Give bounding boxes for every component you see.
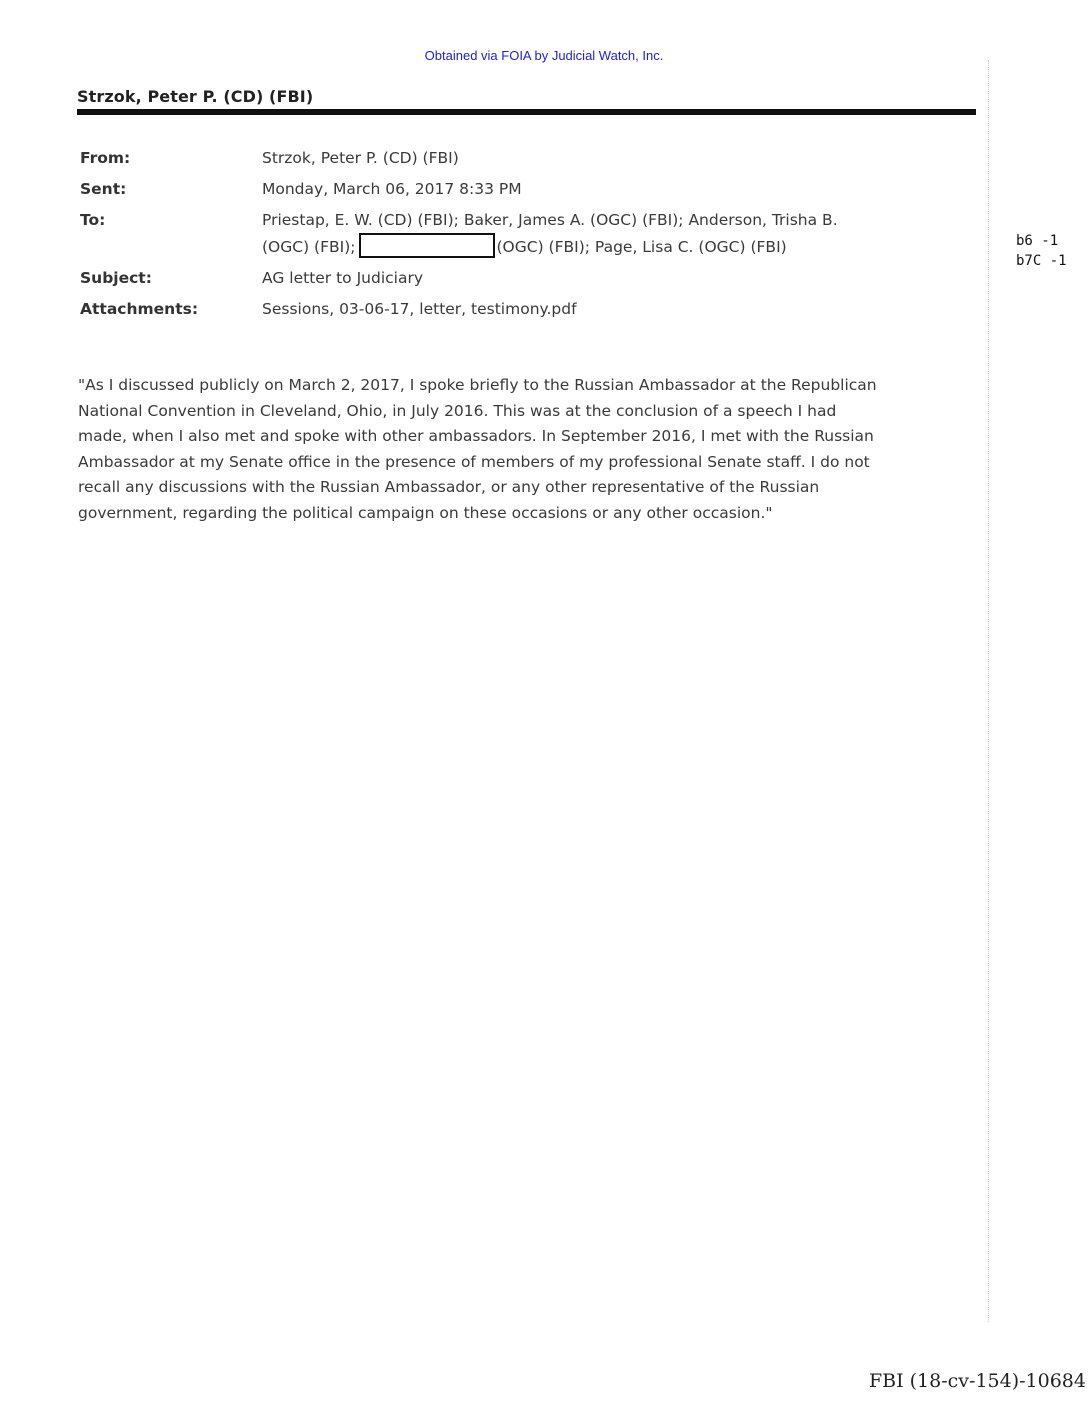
header-divider [77, 109, 976, 115]
body-line: National Convention in Cleveland, Ohio, in July 2016. This was at the conclusion of a speech I had [78, 401, 837, 420]
body-line: recall any discussions with the Russian Ambassador, or any other representative of the Russian [78, 478, 820, 496]
exemption-code-2: b7C -1 [1016, 253, 1067, 269]
to-line-2 [262, 233, 960, 260]
subject-value: AG letter to Judiciary [262, 269, 424, 287]
to-line-2-before: (OGC) (FBI); [262, 238, 356, 256]
mailbox-owner-name: Strzok, Peter P. (CD) (FBI) [77, 87, 314, 106]
attachments-row [80, 297, 960, 322]
sent-label: Sent: [80, 180, 127, 198]
from-label: From: [80, 149, 131, 167]
body-line: government, regarding the political campaign on these occasions or any other occasion." [78, 503, 773, 522]
body-line: Ambassador at my Senate office in the presence of members of my professional Senate staff. I do not [78, 452, 870, 471]
redaction-box [359, 233, 495, 258]
from-value: Strzok, Peter P. (CD) (FBI) [262, 149, 459, 167]
sent-value: Monday, March 06, 2017 8:33 PM [262, 180, 522, 198]
subject-label: Subject: [80, 269, 152, 287]
body-line: "As I discussed publicly on March 2, 2017, I spoke briefly to the Russian Ambassador at the Republican [78, 376, 877, 394]
foia-banner: Obtained via FOIA by Judicial Watch, Inc. [424, 48, 664, 63]
foia-exemption-codes [1016, 231, 1067, 271]
from-row [80, 146, 960, 171]
to-row [80, 208, 960, 260]
to-line-2-after: (OGC) (FBI); Page, Lisa C. (OGC) (FBI) [496, 238, 787, 256]
email-body [78, 373, 978, 526]
margin-dotted-rule [988, 60, 989, 1322]
to-line-1: Priestap, E. W. (CD) (FBI); Baker, James A. (OGC) (FBI); Anderson, Trisha B. [262, 211, 838, 229]
email-header [80, 146, 960, 328]
sent-row [80, 177, 960, 202]
to-value [262, 208, 960, 260]
attachments-value: Sessions, 03-06-17, letter, testimony.pdf [262, 300, 577, 318]
subject-row [80, 266, 960, 291]
body-line: made, when I also met and spoke with other ambassadors. In September 2016, I met with the Russian [78, 427, 874, 445]
attachments-label: Attachments: [80, 300, 199, 318]
to-label: To: [80, 211, 106, 229]
exemption-code-1: b6 -1 [1016, 233, 1059, 249]
bates-number: FBI (18-cv-154)-10684 [868, 1370, 1086, 1392]
